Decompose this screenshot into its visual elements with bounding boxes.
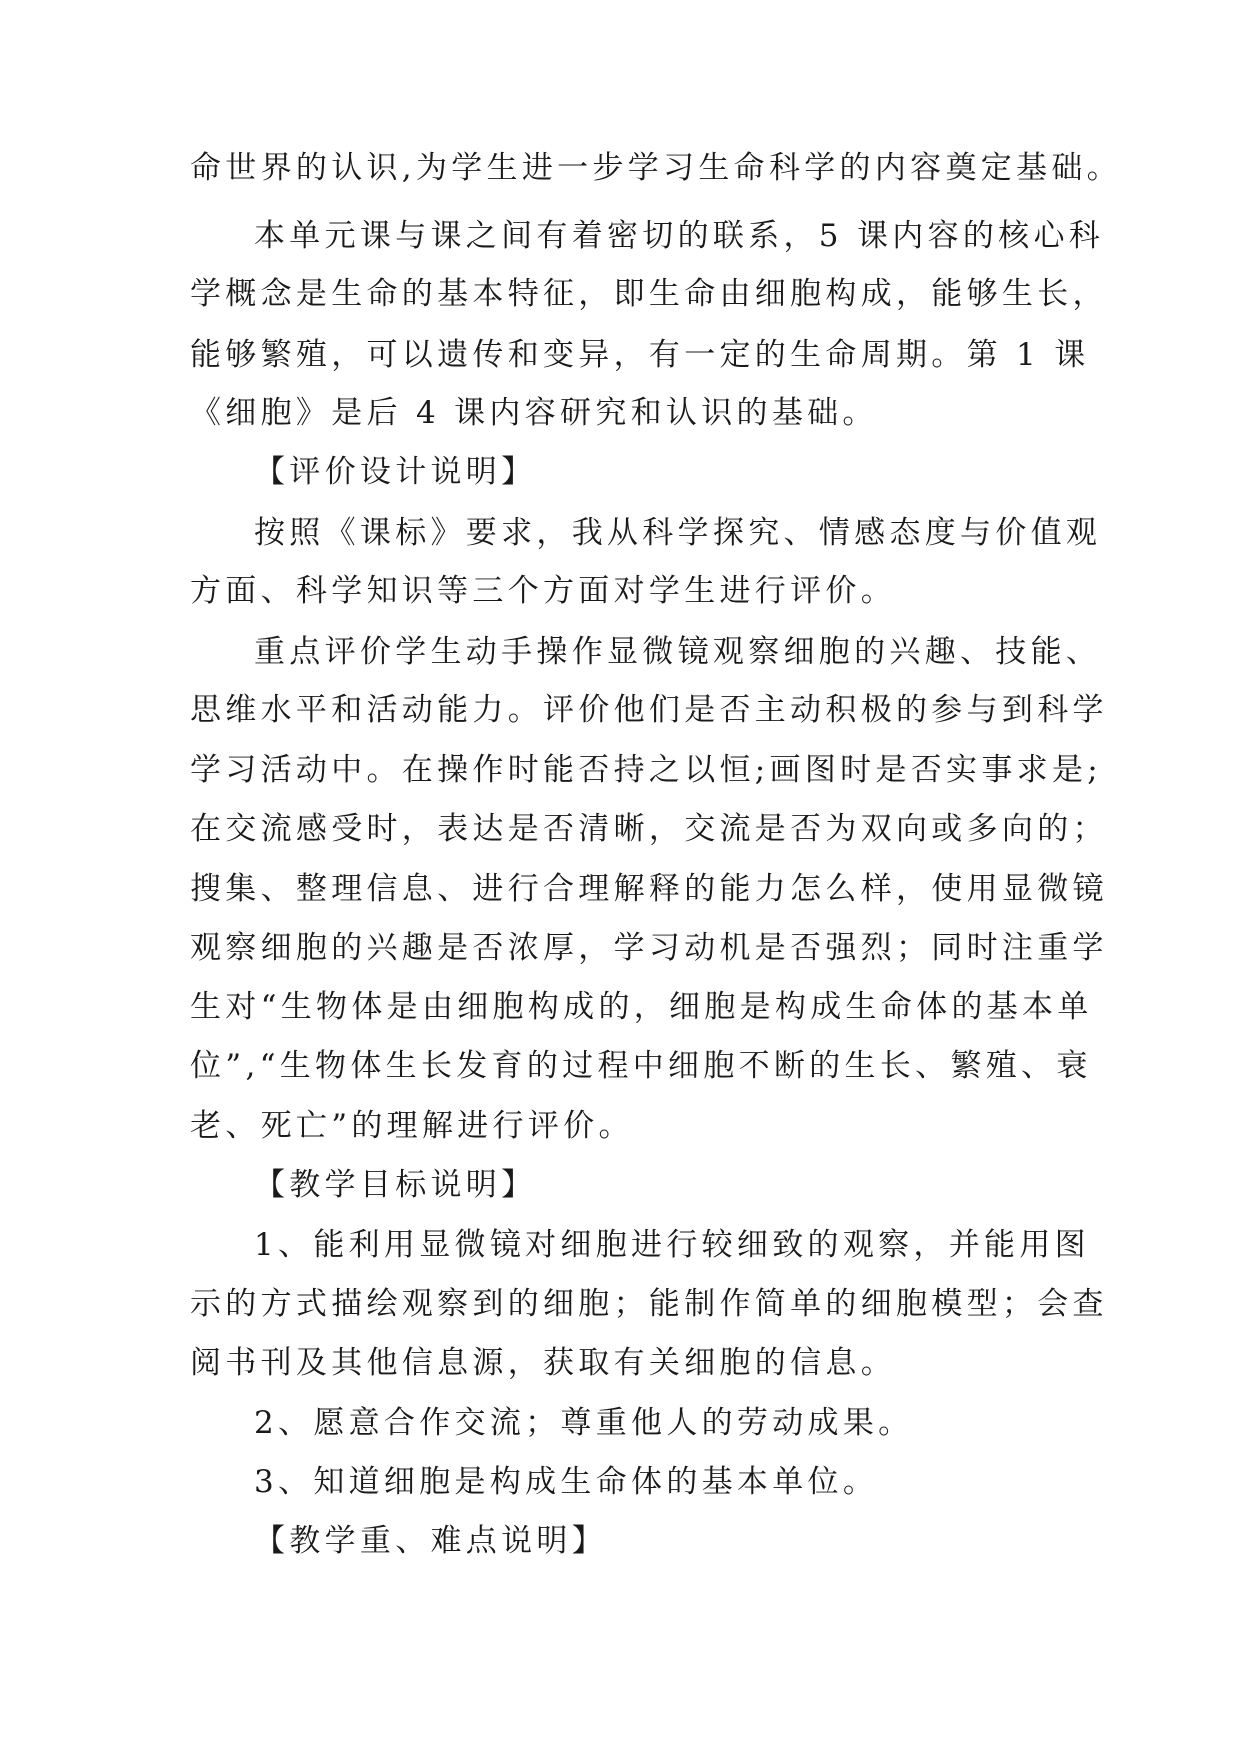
paragraph-line: 思维水平和活动能力。评价他们是否主动积极的参与到科学: [190, 692, 1108, 728]
paragraph-line: 搜集、整理信息、进行合理解释的能力怎么样，使用显微镜: [190, 871, 1108, 907]
paragraph-line: 方面、科学知识等三个方面对学生进行评价。: [190, 573, 896, 609]
paragraph-line: 《细胞》是后 4 课内容研究和认识的基础。: [190, 395, 878, 431]
paragraph-line: 学习活动中。在操作时能否持之以恒;画图时是否实事求是;: [190, 752, 1102, 788]
paragraph-line: 本单元课与课之间有着密切的联系，5 课内容的核心科: [254, 218, 1105, 254]
paragraph-line: 能够繁殖，可以遗传和变异，有一定的生命周期。第 1 课: [190, 337, 1090, 373]
paragraph-line: 示的方式描绘观察到的细胞；能制作简单的细胞模型；会查: [190, 1286, 1108, 1322]
paragraph-line: 位”,“生物体生长发育的过程中细胞不断的生长、繁殖、衰: [190, 1048, 1092, 1084]
paragraph-line: 命世界的认识,为学生进一步学习生命科学的内容奠定基础。: [190, 150, 1122, 186]
paragraph-line: 学概念是生命的基本特征，即生命由细胞构成，能够生长，: [190, 276, 1108, 312]
paragraph-line: 3、知道细胞是构成生命体的基本单位。: [254, 1464, 879, 1500]
paragraph-line: 老、死亡”的理解进行评价。: [190, 1108, 634, 1144]
paragraph-line: 2、愿意合作交流；尊重他人的劳动成果。: [254, 1405, 914, 1441]
paragraph-line: 1、能利用显微镜对细胞进行较细致的观察，并能用图: [254, 1227, 1090, 1263]
section-heading: 【教学重、难点说明】: [254, 1523, 607, 1559]
paragraph-line: 阅书刊及其他信息源，获取有关细胞的信息。: [190, 1345, 896, 1381]
paragraph-line: 生对“生物体是由细胞构成的，细胞是构成生命体的基本单: [190, 989, 1093, 1025]
paragraph-line: 重点评价学生动手操作显微镜观察细胞的兴趣、技能、: [254, 634, 1102, 670]
paragraph-line: 在交流感受时，表达是否清晰，交流是否为双向或多向的；: [190, 811, 1108, 847]
section-heading: 【教学目标说明】: [254, 1167, 537, 1203]
paragraph-line: 观察细胞的兴趣是否浓厚，学习动机是否强烈；同时注重学: [190, 930, 1108, 966]
paragraph-line: 按照《课标》要求，我从科学探究、情感态度与价值观: [254, 515, 1102, 551]
section-heading: 【评价设计说明】: [254, 454, 537, 490]
